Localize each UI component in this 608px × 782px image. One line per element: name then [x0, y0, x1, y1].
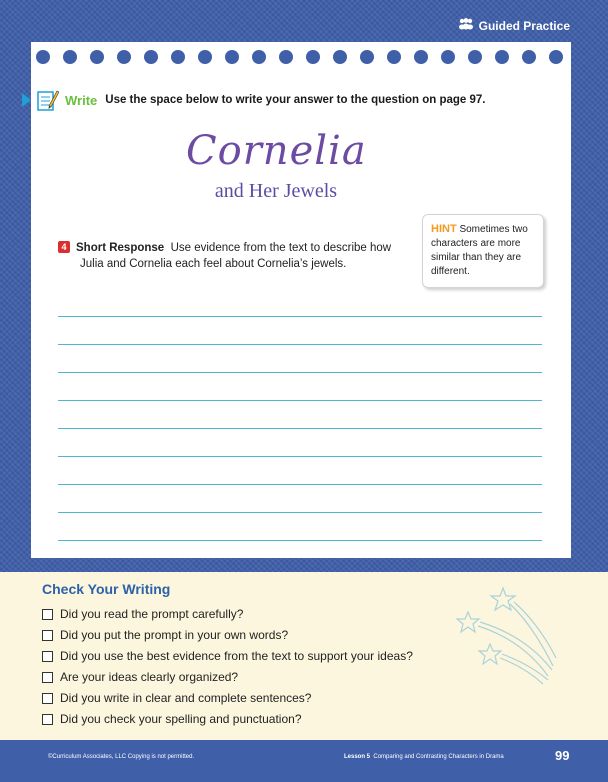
answer-line[interactable] — [58, 400, 542, 401]
notebook-pencil-icon — [35, 88, 59, 112]
write-instruction — [22, 88, 485, 112]
checkbox[interactable] — [42, 630, 53, 641]
checkbox[interactable] — [42, 693, 53, 704]
hint-box — [422, 214, 544, 288]
checklist-item[interactable]: Did you put the prompt in your own words? — [42, 628, 288, 642]
checkbox[interactable] — [42, 672, 53, 683]
checkbox[interactable] — [42, 651, 53, 662]
shooting-stars-icon — [448, 586, 558, 686]
section-title: Guided Practice — [478, 18, 570, 33]
question-text: Use evidence from the text to describe how — [170, 242, 392, 254]
write-instruction-text: Use the space below to write your answer to the question on page 97. — [105, 94, 486, 106]
checklist-item[interactable]: Did you write in clear and complete sentences? — [42, 691, 311, 705]
checklist-title: Check Your Writing — [42, 581, 171, 597]
answer-line[interactable] — [58, 316, 542, 317]
checkbox[interactable] — [42, 714, 53, 725]
answer-line[interactable] — [58, 456, 542, 457]
page-number: 99 — [555, 748, 570, 763]
section-header — [458, 18, 570, 33]
page-footer — [0, 740, 608, 782]
question-number: 4 — [58, 241, 70, 253]
checklist-item[interactable]: Did you check your spelling and punctuation? — [42, 712, 302, 726]
story-title: Cornelia — [186, 128, 367, 174]
question-type: Short Response — [76, 242, 165, 254]
people-icon — [458, 18, 474, 33]
lesson-info: Lesson 5 Comparing and Contrasting Characters in Drama — [344, 754, 504, 760]
answer-line[interactable] — [58, 372, 542, 373]
checkbox[interactable] — [42, 609, 53, 620]
hint-text: Sometimes two characters are more similar than they are different. — [431, 224, 528, 277]
answer-line[interactable] — [58, 344, 542, 345]
hint-label: HINT — [431, 223, 457, 235]
arrow-icon — [22, 93, 31, 107]
spiral-holes — [36, 50, 576, 70]
question-text-continued: Julia and Cornelia each feel about Cornelia’s jewels. — [80, 258, 347, 270]
answer-line[interactable] — [58, 484, 542, 485]
write-label: Write — [65, 92, 98, 108]
story-subtitle: and Her Jewels — [214, 180, 338, 202]
checklist-item[interactable]: Did you read the prompt carefully? — [42, 607, 243, 621]
notebook-paper — [31, 42, 571, 558]
answer-line[interactable] — [58, 512, 542, 513]
answer-line[interactable] — [58, 428, 542, 429]
answer-line[interactable] — [58, 540, 542, 541]
checklist-item[interactable]: Are your ideas clearly organized? — [42, 670, 238, 684]
question — [58, 240, 408, 272]
copyright: ©Curriculum Associates, LLC Copying is not permitted. — [48, 754, 195, 760]
checklist-item[interactable]: Did you use the best evidence from the text to support your ideas? — [42, 649, 413, 663]
